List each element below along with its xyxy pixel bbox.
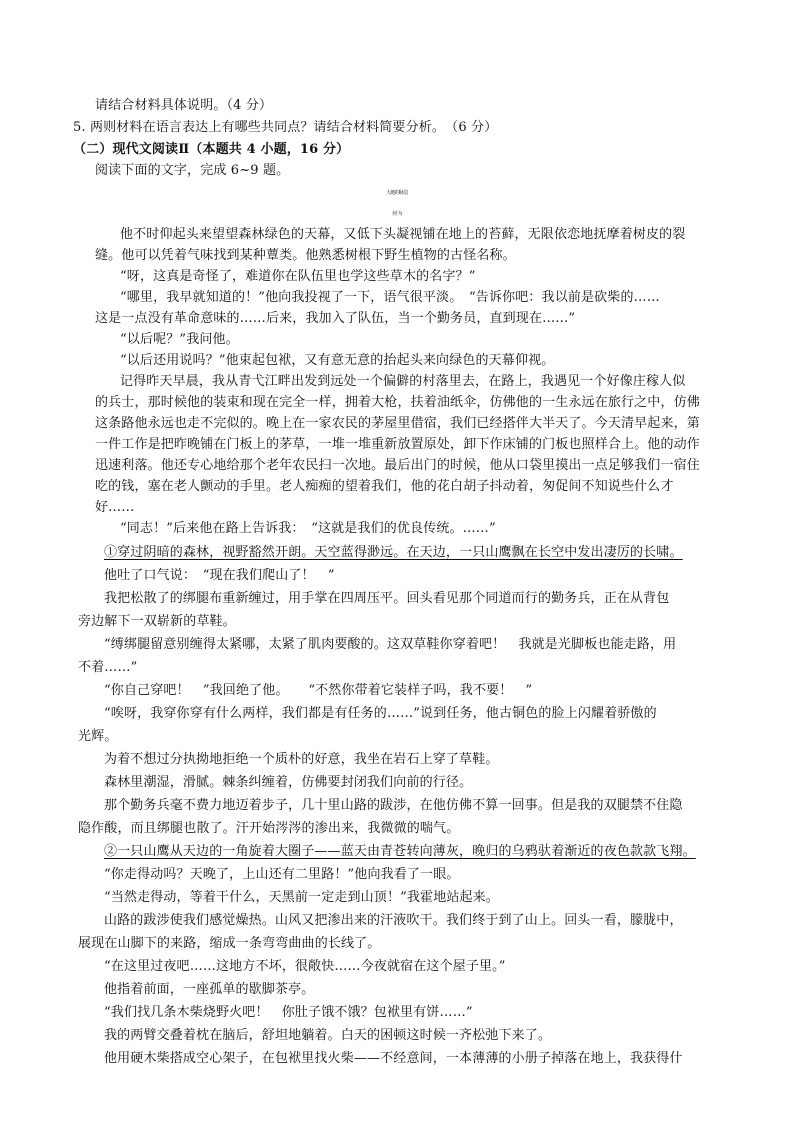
body-line: “缚绑腿留意别缠得太紧哪，太紧了肌肉要酸的。这双草鞋你穿着吧！ 我就是光脚板也能走路，用 <box>104 637 677 652</box>
body-line: 为着不想过分执拗地拒绝一个质朴的好意，我坐在岩石上穿了草鞋。 <box>104 752 499 767</box>
body-line: 光辉。 <box>78 729 118 744</box>
body-line: “以后呢？”我问他。 <box>120 332 239 347</box>
body-line: “你自己穿吧！ ”我回绝了他。 “不然你带着它装样子吗，我不要！ ” <box>104 683 533 698</box>
body-line: 山路的跋涉使我们感觉燥热。山风又把渗出来的汗液吹干。我们终于到了山上。回头一看，朦胧中， <box>104 913 683 928</box>
body-line: “当然走得动，等着干什么，天黑前一定走到山顶！”我霍地站起来。 <box>104 890 499 905</box>
body-line: 一件工作是把昨晚铺在门板上的茅草，一堆一堆重新放置原处，卸下作床铺的门板也照样合上。他的动作 <box>95 437 700 452</box>
body-line: “在这里过夜吧……这地方不坏，很敞快……今夜就宿在这个屋子里。” <box>104 959 506 974</box>
body-line: 记得昨天早晨，我从青弋江畔出发到远处一个偏僻的村落里去，在路上，我遇见一个好像庄稼人似 <box>120 374 686 389</box>
body-line: 这是一点没有革命意味的……后来，我加入了队伍，当一个勤务员，直到现在……” <box>95 311 576 326</box>
article-title: 大地的脉息 <box>386 190 408 196</box>
body-line: “呀，这真是奇怪了，难道你在队伍里也学这些草木的名字？” <box>120 269 476 284</box>
body-line: 我的两臂交叠着枕在脑后，舒坦地躺着。白天的困顿这时候一齐松弛下来了。 <box>104 1028 552 1043</box>
body-line: “同志！”后来他在路上告诉我： “这就是我们的优良传统。……” <box>120 521 496 536</box>
body-line: 缝。他可以凭着气味找到某种蕈类。他熟悉树根下野生植物的古怪名称。 <box>95 248 516 263</box>
body-line: 我把松散了的绑腿布重新缠过，用手掌在四周压平。回头看见那个同道而行的勤务兵，正在从背包 <box>104 591 670 606</box>
body-line: 那个勤务兵毫不费力地迈着步子，几十里山路的跋涉，在他仿佛不算一回事。但是我的双腿禁不住隐 <box>104 798 683 813</box>
body-line: 森林里潮湿，滑腻。棘条纠缠着，仿佛要封闭我们向前的行径。 <box>104 775 473 790</box>
underlined-sentence-2: ②一只山鹰从天边的一角旋着大圈子——蓝天由青苍转向薄灰，晚归的乌鸦驮着渐近的夜色款款飞翔。 <box>104 844 696 859</box>
body-line: “以后还用说吗？”他束起包袱，又有意无意的抬起头来向绿色的天幕仰视。 <box>120 353 555 368</box>
reading-instruction: 阅读下面的文字，完成 6~9 题。 <box>95 163 290 178</box>
body-line: 吃的钱，塞在老人颤动的手里。老人痴痴的望着我们，他的花白胡子抖动着，匆促间不知说些什么才 <box>95 479 674 494</box>
body-line: 旁边解下一双崭新的草鞋。 <box>78 614 236 629</box>
body-line: “唉呀，我穿你穿有什么两样，我们都是有任务的……”说到任务，他古铜色的脸上闪耀着骄傲的 <box>104 706 657 721</box>
body-line: 他用硬木柴搭成空心架子，在包袱里找火柴——不经意间，一本薄薄的小册子掉落在地上，我获得什 <box>104 1051 683 1066</box>
body-line: “我们找几条木柴烧野火吧！ 你肚子饿不饿？包袱里有饼……” <box>104 1005 473 1020</box>
underlined-sentence-1: ①穿过阴暗的森林，视野豁然开朗。天空蓝得渺远。在天边，一只山鹰飘在长空中发出凄厉的长啸。 <box>104 545 683 560</box>
article-author: 何 为 <box>392 211 402 217</box>
body-line: 不着……” <box>78 660 138 675</box>
section-heading: （二）现代文阅读Ⅱ（本题共 4 小题，16 分） <box>73 142 350 157</box>
body-line: 好…… <box>95 500 135 515</box>
question-5: 5. 两则材料在语言表达上有哪些共同点？请结合材料简要分析。 （6 分） <box>73 120 498 135</box>
body-line: “你走得动吗？天晚了，上山还有二里路！”他向我看了一眼。 <box>104 867 460 882</box>
body-line: 这条路他永远也走不完似的。晚上在一家农民的茅屋里借宿，我们已经搭伴大半天了。今天清早起来，第 <box>95 416 700 431</box>
body-line: 展现在山脚下的来路，缩成一条弯弯曲曲的长线了。 <box>78 936 381 951</box>
body-line: 迅速利落。他还专心地给那个老年农民扫一次地。最后出门的时候，他从口袋里摸出一点足够我们一宿住 <box>95 458 700 473</box>
body-line: 他吐了口气说： “现在我们爬山了！ ” <box>104 568 335 583</box>
body-line: “哪里，我早就知道的！”他向我投视了一下，语气很平淡。 “告诉你吧：我以前是砍柴的…… <box>120 290 660 305</box>
body-line: 他指着前面，一座孤单的歇脚茶亭。 <box>104 982 315 997</box>
body-line: 的兵士，那时候他的装束和现在完全一样，拥着大枪，扶着油纸伞，仿佛他的一生永远在旅行之中，仿佛 <box>95 395 700 410</box>
question-4-tail: 请结合材料具体说明。（4 分） <box>95 98 273 113</box>
body-line: 隐作酸，而且绑腿也散了。汗开始涔涔的渗出来，我微微的喘气。 <box>78 821 460 836</box>
body-line: 他不时仰起头来望望森林绿色的天幕，又低下头凝视铺在地上的苔藓，无限依恋地抚摩着树皮的裂 <box>120 227 686 242</box>
